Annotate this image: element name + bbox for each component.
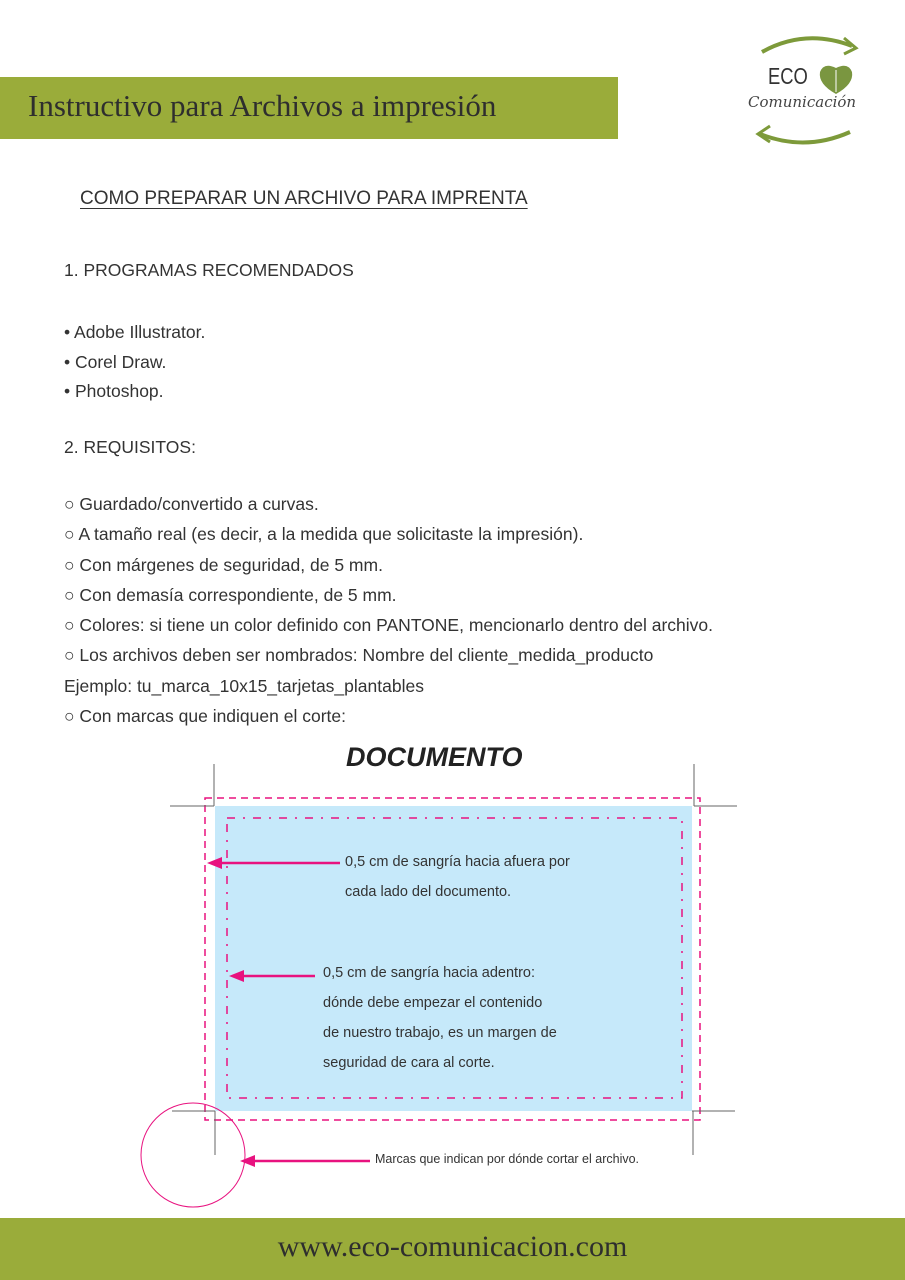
safety-label (323, 958, 557, 1078)
crop-label: Marcas que indican por dónde cortar el archivo. (375, 1152, 640, 1166)
label-line: de nuestro trabajo, es un margen de (323, 1025, 557, 1041)
list-item: ○ Guardado/convertido a curvas. (64, 494, 319, 514)
section2-heading: 2. REQUISITOS: (64, 437, 196, 457)
logo-comunicacion: Comunicación (748, 93, 857, 111)
list-item: • Photoshop. (64, 381, 164, 401)
crop-mark-highlight (141, 1103, 245, 1207)
page-title: Instructivo para Archivos a impresión (28, 88, 497, 123)
list-item: ○ Colores: si tiene un color definido con PANTONE, mencionarlo dentro del archivo. (64, 615, 713, 636)
list-item: ○ Con márgenes de seguridad, de 5 mm. (64, 554, 383, 575)
diagram-title: DOCUMENTO (346, 742, 523, 772)
logo-eco: ECO (768, 63, 808, 89)
bleed-label (345, 847, 570, 907)
label-line: 0,5 cm de sangría hacia adentro: (323, 965, 535, 981)
list-item: ○ Con demasía correspondiente, de 5 mm. (64, 584, 397, 605)
label-line: cada lado del documento. (345, 884, 512, 900)
label-line: seguridad de cara al corte. (323, 1055, 495, 1071)
label-line: 0,5 cm de sangría hacia afuera por (345, 854, 570, 870)
section-subtitle: COMO PREPARAR UN ARCHIVO PARA IMPRENTA (80, 188, 528, 209)
arrow-icon (240, 1155, 370, 1167)
list-item: ○ Los archivos deben ser nombrados: Nombre del cliente_medida_producto (64, 645, 654, 666)
list-item: ○ A tamaño real (es decir, a la medida que solicitaste la impresión). (64, 524, 584, 545)
footer-url[interactable]: www.eco-comunicacion.com (277, 1230, 628, 1263)
list-item: Ejemplo: tu_marca_10x15_tarjetas_plantables (64, 675, 424, 696)
list-item: • Adobe Illustrator. (64, 322, 206, 342)
label-line: dónde debe empezar el contenido (323, 995, 543, 1011)
section1-heading: 1. PROGRAMAS RECOMENDADOS (64, 260, 354, 280)
list-item: • Corel Draw. (64, 351, 167, 372)
list-item: ○ Con marcas que indiquen el corte: (64, 706, 346, 727)
